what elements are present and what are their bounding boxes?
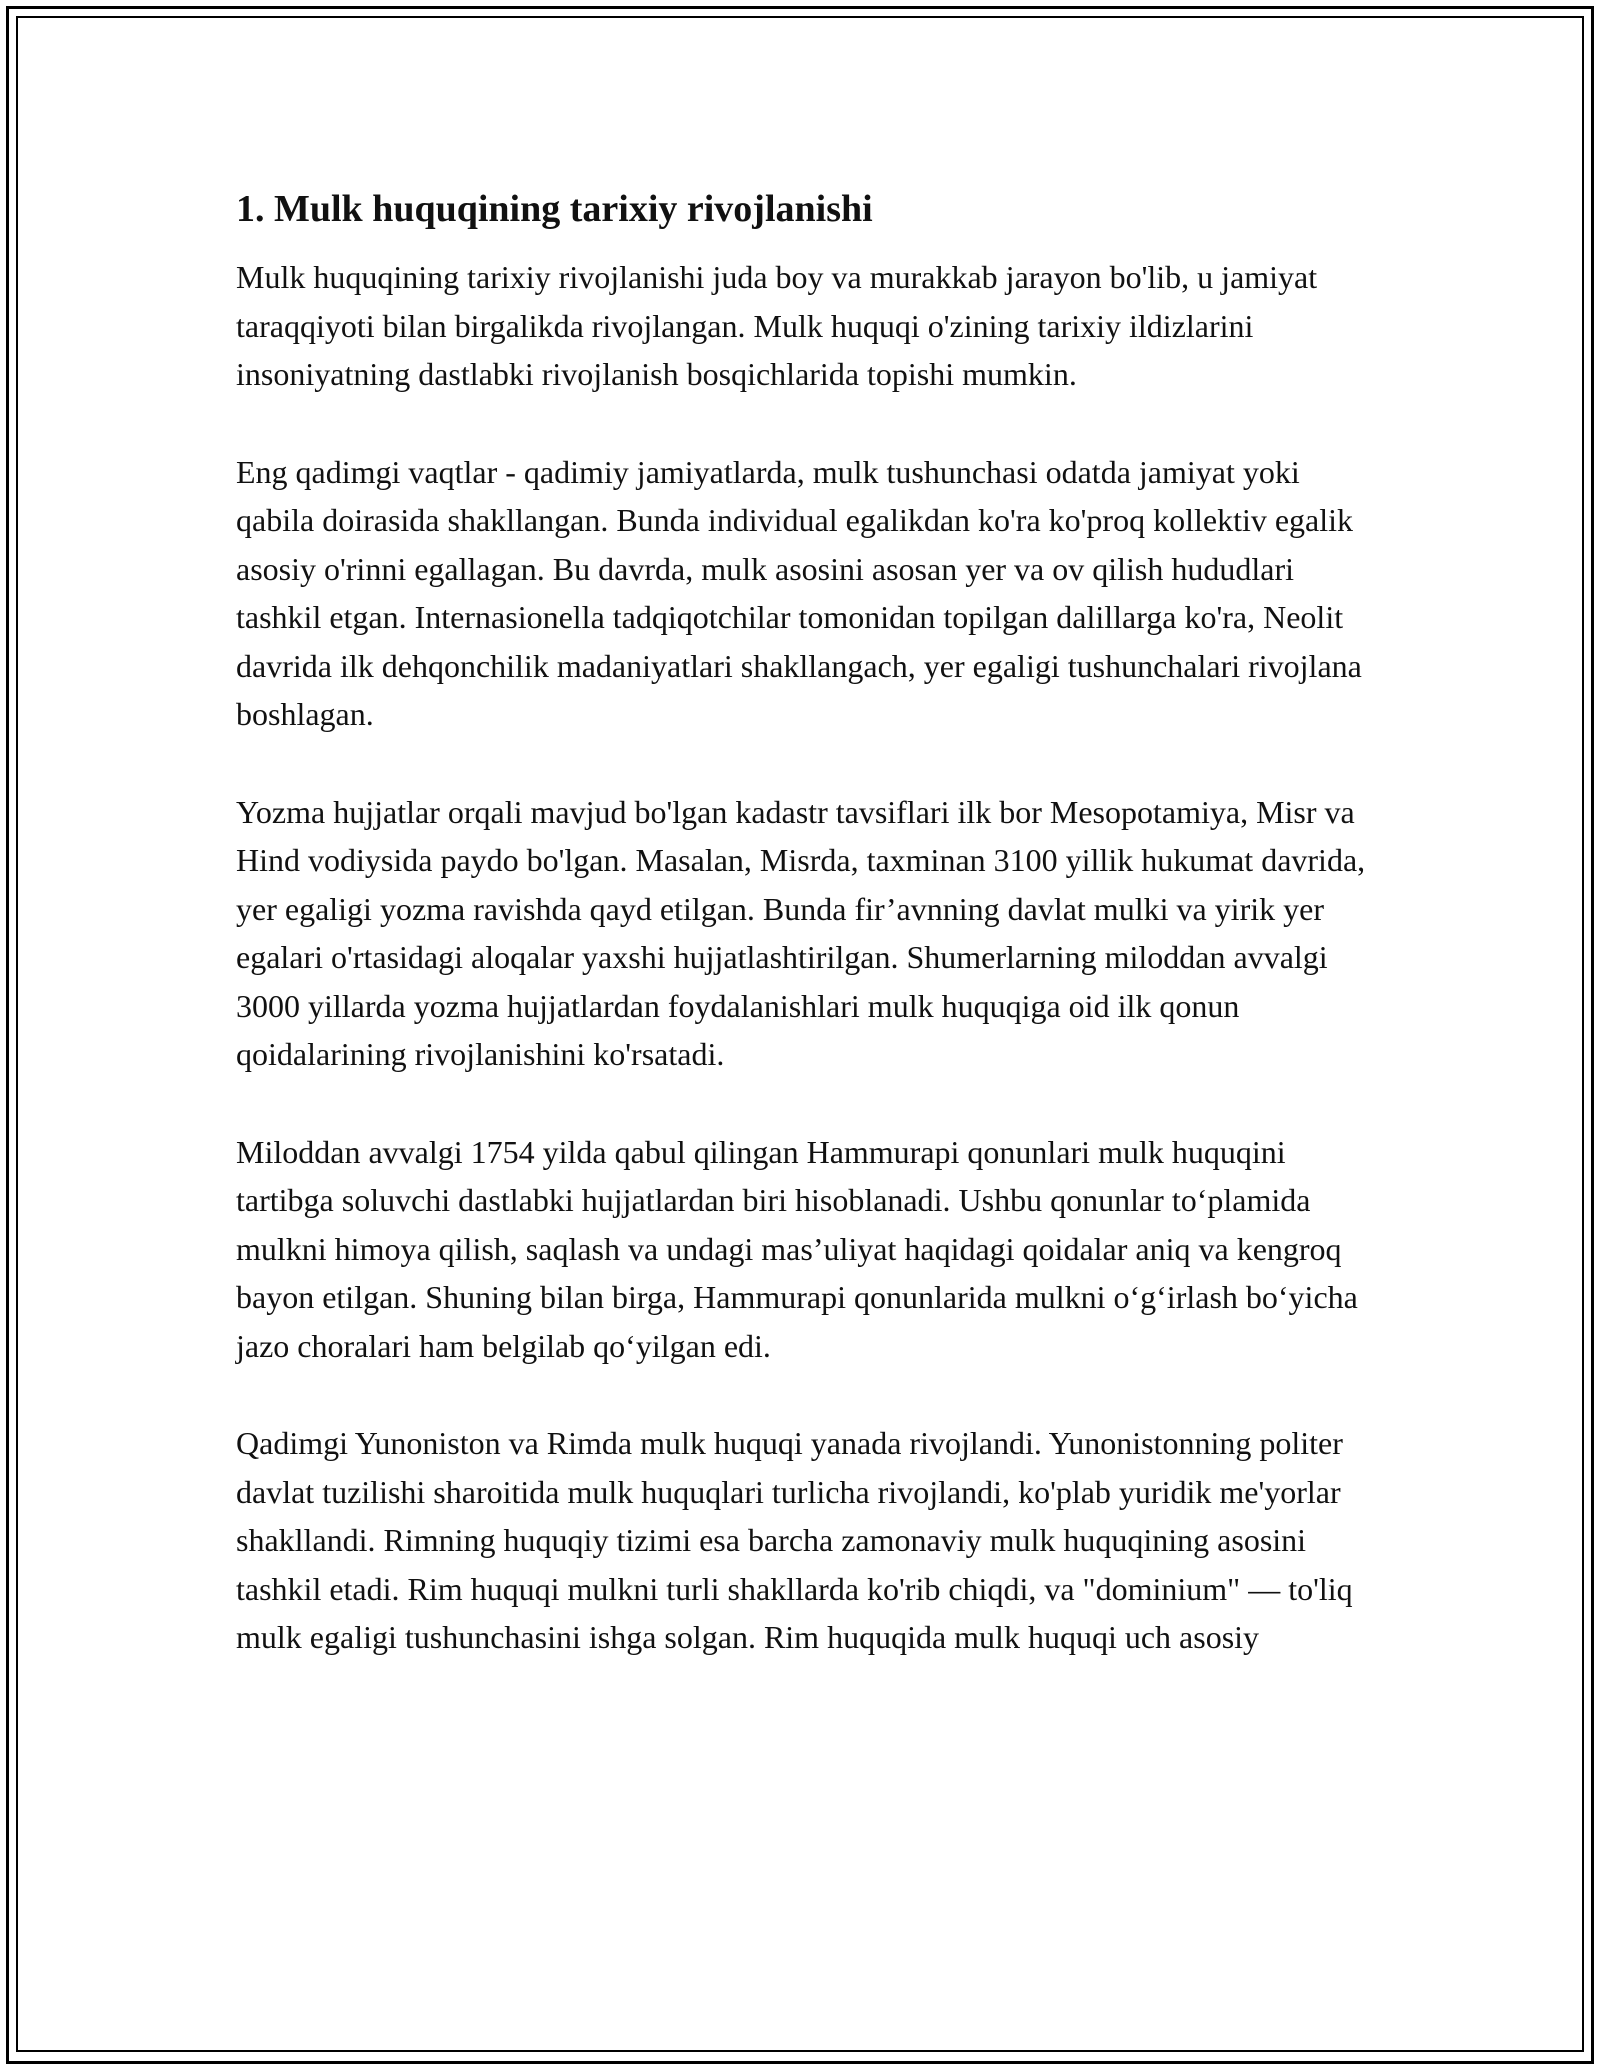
paragraph-5: Qadimgi Yunoniston va Rimda mulk huquqi yanada rivojlandi. Yunonistonning politer davlat tuzilishi sharoitida mulk huquqlari turlicha rivojlandi, ko'plab yuridik me'yorlar shakllandi. Rimning huquqiy tizimi esa barcha zamonaviy mulk huquqining asosini tashkil etadi. Rim huquqi mulkni turli shakllarda ko'rib chiqdi, va "dominium" — to'liq mulk egaligi tushunchasini ishga solgan. Rim huquqida mulk huquqi uch asosiy <box>236 1425 1353 1655</box>
paragraph-2: Eng qadimgi vaqtlar - qadimiy jamiyatlarda, mulk tushunchasi odatda jamiyat yoki qabila doirasida shakllangan. Bunda individual egalikdan ko'ra ko'proq kollektiv egalik asosiy o'rinni egallagan. Bu davrda, mulk asosini asosan yer va ov qilish hududlari tashkil etgan. Internasionella tadqiqotchilar tomonidan topilgan dalillarga ko'ra, Neolit davrida ilk dehqonchilik madaniyatlari shakllangach, yer egaligi tushunchalari rivojlana boshlagan. <box>236 453 1362 732</box>
paragraph-3: Yozma hujjatlar orqali mavjud bo'lgan kadastr tavsiflari ilk bor Mesopotamiya, Misr va Hind vodiysida paydo bo'lgan. Masalan, Misrda, taxminan 3100 yillik hukumat davrida, yer egaligi yozma ravishda qayd etilgan. Bunda fir’avnning davlat mulki va yirik yer egalari o'rtasidagi aloqalar yaxshi hujjatlashtirilgan. Shumerlarning miloddan avvalgi 3000 yillarda yozma hujjatlardan foydalanishlari mulk huquqiga oid ilk qonun qoidalarining rivojlanishini ko'rsatadi. <box>236 793 1366 1072</box>
document-body <box>236 185 1376 1711</box>
section-heading: 1. Mulk huquqining tarixiy rivojlanishi <box>236 188 873 230</box>
paragraph-1: Mulk huquqining tarixiy rivojlanishi juda boy va murakkab jarayon bo'lib, u jamiyat taraqqiyoti bilan birgalikda rivojlangan. Mulk huquqi o'zining tarixiy ildizlarini insoniyatning dastlabki rivojlanish bosqichlarida topishi mumkin. <box>236 259 1318 392</box>
paragraph-4: Miloddan avvalgi 1754 yilda qabul qilingan Hammurapi qonunlari mulk huquqini tartibga soluvchi dastlabki hujjatlardan biri hisoblanadi. Ushbu qonunlar to‘plamida mulkni himoya qilish, saqlash va undagi mas’uliyat haqidagi qoidalar aniq va kengroq bayon etilgan. Shuning bilan birga, Hammurapi qonunlarida mulkni o‘g‘irlash bo‘yicha jazo choralari ham belgilab qo‘yilgan edi. <box>236 1133 1358 1364</box>
